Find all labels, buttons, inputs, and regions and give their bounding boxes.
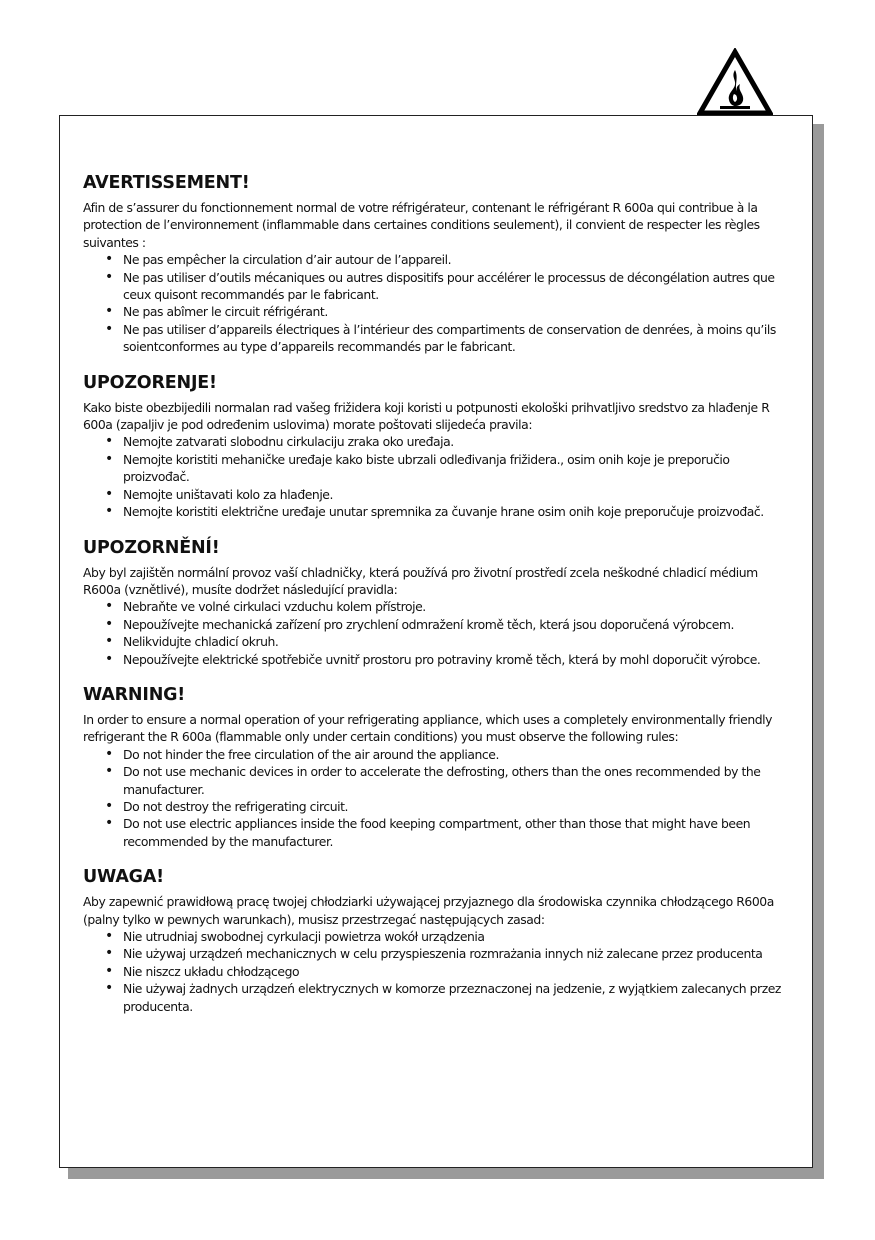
section-intro: Afin de s’assurer du fonctionnement normal de votre réfrigérateur, contenant le réfrigérant R 600a qui contribue à la protection de l’environnement (inflammable dans certaines conditions seulement), il convient de respecter les règles suivantes : [83,200,760,250]
section-english [83,684,791,850]
list-item: • Do not use mechanic devices in order to accelerate the defrosting, others than the ones recommended by the manufacturer. [83,763,791,798]
list-item: • Nie niszcz układu chłodzącego [83,963,791,980]
section-bosnian [83,372,791,521]
rules-list [83,746,791,850]
rules-list [83,598,791,668]
list-item: • Nepoužívejte mechanická zařízení pro zrychlení odmražení kromě těch, která jsou doporučená výrobcem. [83,616,791,633]
section-czech [83,537,791,668]
list-item: • Nebraňte ve volné cirkulaci vzduchu kolem přístroje. [83,598,791,615]
section-intro: In order to ensure a normal operation of your refrigerating appliance, which uses a completely environmentally friendly refrigerant the R 600a (flammable only under certain conditions) you must observe the following rules: [83,711,773,745]
list-item: • Ne pas utiliser d’outils mécaniques ou autres dispositifs pour accélérer le processus de décongélation autres que ceux quisont recommandés par le fabricant. [83,269,791,304]
section-intro: Aby zapewnić prawidłową pracę twojej chłodziarki używającej przyjaznego dla środowiska czynnika chłodzącego R600a (palny tylko w pewnych warunkach), musisz przestrzegać następujących zasad: [83,894,774,927]
section-intro: Kako biste obezbijedili normalan rad vašeg frižidera koji koristi u potpunosti ekološki prihvatljivo sredstvo za hlađenje R 600a (zapaljiv je pod određenim uslovima) morate poštovati slijedeća pravila: [83,399,770,433]
list-item: • Nemojte uništavati kolo za hlađenje. [83,486,791,503]
rules-list [83,928,791,1015]
section-french [83,172,791,356]
list-item: • Nemojte zatvarati slobodnu cirkulaciju zraka oko uređaja. [83,433,791,450]
list-item: • Nemojte koristiti električne uređaje unutar spremnika za čuvanje hrane osim onih koje preporučuje proizvođač. [83,503,791,520]
section-heading: AVERTISSEMENT! [83,173,250,193]
list-item: • Ne pas empêcher la circulation d’air autour de l’appareil. [83,251,791,268]
list-item: • Ne pas utiliser d’appareils électriques à l’intérieur des compartiments de conservation de denrées, à moins qu’ils soientconformes au type d’appareils recommandés par le fabricant. [83,321,791,356]
list-item: • Do not destroy the refrigerating circuit. [83,798,791,815]
list-item: • Nemojte koristiti mehaničke uređaje kako biste ubrzali odleđivanja frižidera., osim onih koje je preporučio proizvođač. [83,451,791,486]
section-heading: UWAGA! [83,867,164,888]
section-heading: WARNING! [83,684,186,705]
list-item: • Do not hinder the free circulation of the air around the appliance. [83,746,791,763]
list-item: • Nie używaj urządzeń mechanicznych w celu przyspieszenia rozmrażania innych niż zalecane przez producenta [83,945,791,962]
list-item: • Nie używaj żadnych urządzeń elektrycznych w komorze przeznaczonej na jedzenie, z wyjątkiem zalecanych przez producenta. [83,980,791,1015]
section-heading: UPOZORENJE! [83,372,217,393]
warning-content [83,172,791,1031]
list-item: • Nepoužívejte elektrické spotřebiče uvnitř prostoru pro potraviny kromě těch, která by mohl doporučit výrobce. [83,651,791,668]
section-intro: Aby byl zajištěn normální provoz vaší chladničky, která používá pro životní prostředí zcela neškodné chladicí médium R600a (vznětlivé), musíte dodržet následující pravidla: [83,564,758,597]
section-polish [83,866,791,1015]
section-heading: UPOZORNĚNÍ! [83,537,220,558]
list-item: • Do not use electric appliances inside the food keeping compartment, other than those that might have been recommended by the manufacturer. [83,815,791,850]
list-item: • Nie utrudniaj swobodnej cyrkulacji powietrza wokół urządzenia [83,928,791,945]
flammable-warning-icon [697,48,773,116]
list-item: • Nelikvidujte chladicí okruh. [83,633,791,650]
rules-list [83,433,791,520]
rules-list [83,251,791,355]
list-item: • Ne pas abîmer le circuit réfrigérant. [83,303,791,320]
